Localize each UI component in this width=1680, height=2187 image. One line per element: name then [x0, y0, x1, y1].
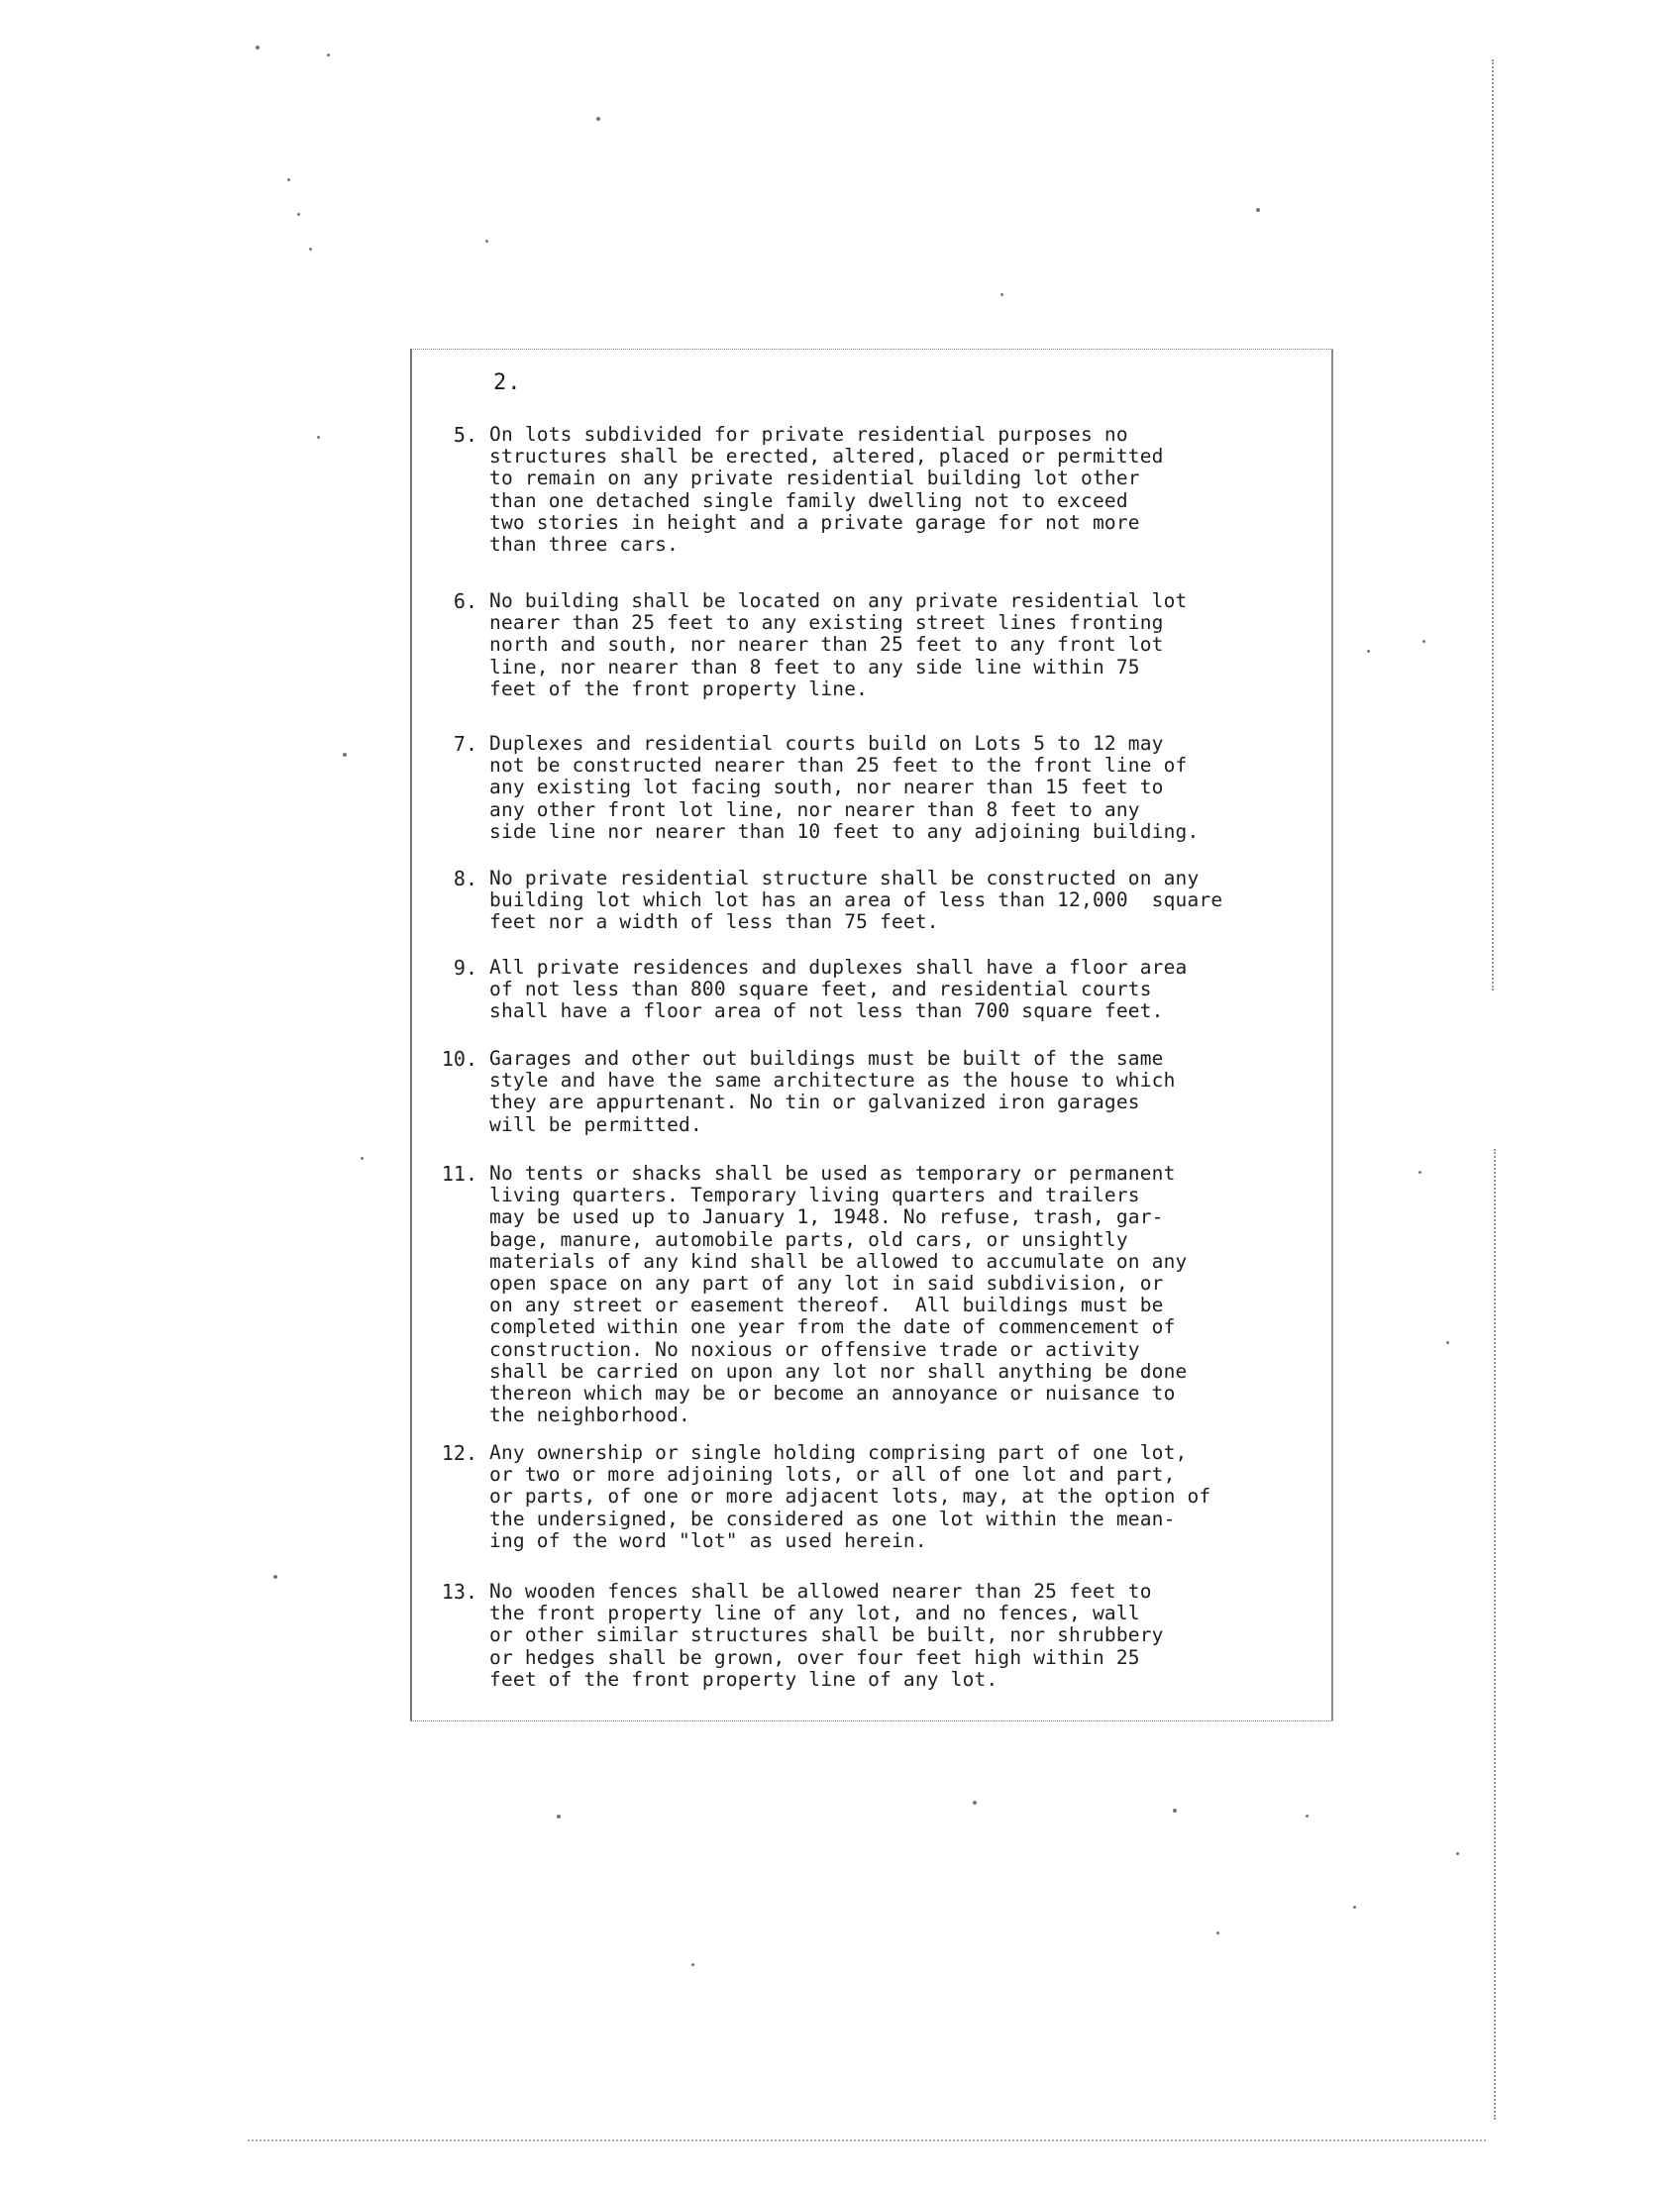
clause-5 [424, 424, 1315, 556]
clause-13 [424, 1581, 1315, 1691]
bottom-edge-artifact [248, 2139, 1486, 2141]
clause-text: On lots subdivided for private residential purposes no structures shall be erected, altered, placed or permitted to remain on any private residential building lot other than one detached single family dwelling not to exceed two stories in height and a private garage for not more than three cars. [489, 423, 1164, 557]
speck [557, 1815, 561, 1819]
speck [485, 240, 488, 243]
clause-text: No wooden fences shall be allowed nearer than 25 feet to the front property line of any lot, and no fences, wall or other similar structures shall be built, nor shrubbery or hedges shall be grown, over four feet high within 25 feet of the front property line of any lot. [489, 1580, 1164, 1691]
speck [1000, 293, 1003, 296]
clause-text: No private residential structure shall be constructed on any building lot which lot has an area of less than 12,000 square feet nor a width of less than 75 feet. [489, 867, 1223, 934]
speck [327, 53, 330, 56]
clause-11 [424, 1163, 1315, 1426]
speck [1456, 1852, 1459, 1855]
speck [309, 248, 312, 251]
speck [596, 117, 600, 121]
clause-number: 10. [441, 1047, 477, 1071]
clause-12 [424, 1442, 1315, 1552]
speck [273, 1575, 277, 1579]
clause-text: No tents or shacks shall be used as temporary or permanent living quarters. Temporary living quarters and trailers may be used up to January 1, 1948. No refuse, trash, gar- bage, manure, automobile parts, old cars, or unsightly materials of any kind shall be allowed to accumulate on any open space on any part of any lot in said subdivision, or on any street or easement thereof. All buildings must be completed within one year from the date of commencement of construction. No noxious or offensive trade or activity shall be carried on upon any lot nor shall anything be done thereon which may be or become an annoyance or nuisance to the neighborhood. [489, 1162, 1188, 1427]
speck [361, 1157, 364, 1160]
speck [1306, 1815, 1309, 1818]
clause-9 [424, 957, 1315, 1023]
speck [1422, 640, 1425, 643]
clause-number: 6. [453, 589, 477, 613]
speck [343, 753, 347, 757]
clause-8 [424, 868, 1315, 934]
clause-text: Garages and other out buildings must be built of the same style and have the same architecture as the house to which they are appurtenant. No tin or galvanized iron garages will be permitted. [489, 1047, 1176, 1136]
clause-number: 12. [441, 1441, 477, 1465]
speck [973, 1801, 977, 1805]
clause-number: 13. [441, 1580, 477, 1604]
speck [256, 46, 260, 50]
clause-number: 9. [453, 956, 477, 980]
clause-number: 11. [441, 1162, 477, 1186]
clause-text: Duplexes and residential courts build on Lots 5 to 12 may not be constructed nearer than 25 feet to the front line of any existing lot facing south, nor nearer than 15 feet to any other front lot line, nor nearer than 8 feet to any side line nor nearer than 10 feet to any adjoining building. [489, 732, 1200, 843]
clause-text: No building shall be located on any private residential lot nearer than 25 feet to any existing street lines fronting north and south, nor nearer than 25 feet to any front lot line, nor nearer than 8 feet to any side line within 75 feet of the front property line. [489, 589, 1188, 700]
right-edge-artifact [1492, 59, 1494, 990]
speck [1216, 1931, 1219, 1934]
clause-10 [424, 1048, 1315, 1136]
speck [1256, 208, 1260, 212]
clause-text: All private residences and duplexes shall have a floor area of not less than 800 square feet, and residential courts shall have a floor area of not less than 700 square feet. [489, 956, 1188, 1023]
speck [691, 1963, 694, 1966]
speck [1367, 650, 1370, 653]
speck [1173, 1809, 1177, 1813]
clause-number: 7. [453, 732, 477, 756]
clause-7 [424, 733, 1315, 843]
right-edge-artifact-lower [1494, 1149, 1496, 2120]
clause-number: 8. [453, 867, 477, 890]
speck [317, 436, 320, 439]
speck [1446, 1341, 1449, 1344]
speck [297, 213, 300, 216]
clause-number: 5. [453, 423, 477, 447]
clause-6 [424, 590, 1315, 700]
speck [287, 178, 290, 181]
clause-text: Any ownership or single holding comprising part of one lot, or two or more adjoining lots, or all of one lot and part, or parts, of one or more adjacent lots, may, at the option of the undersigned, be considered as one lot within the mean- ing of the word "lot" as used herein. [489, 1441, 1211, 1552]
speck [1418, 1171, 1421, 1174]
speck [1353, 1906, 1356, 1909]
page-number: 2. [493, 370, 522, 395]
